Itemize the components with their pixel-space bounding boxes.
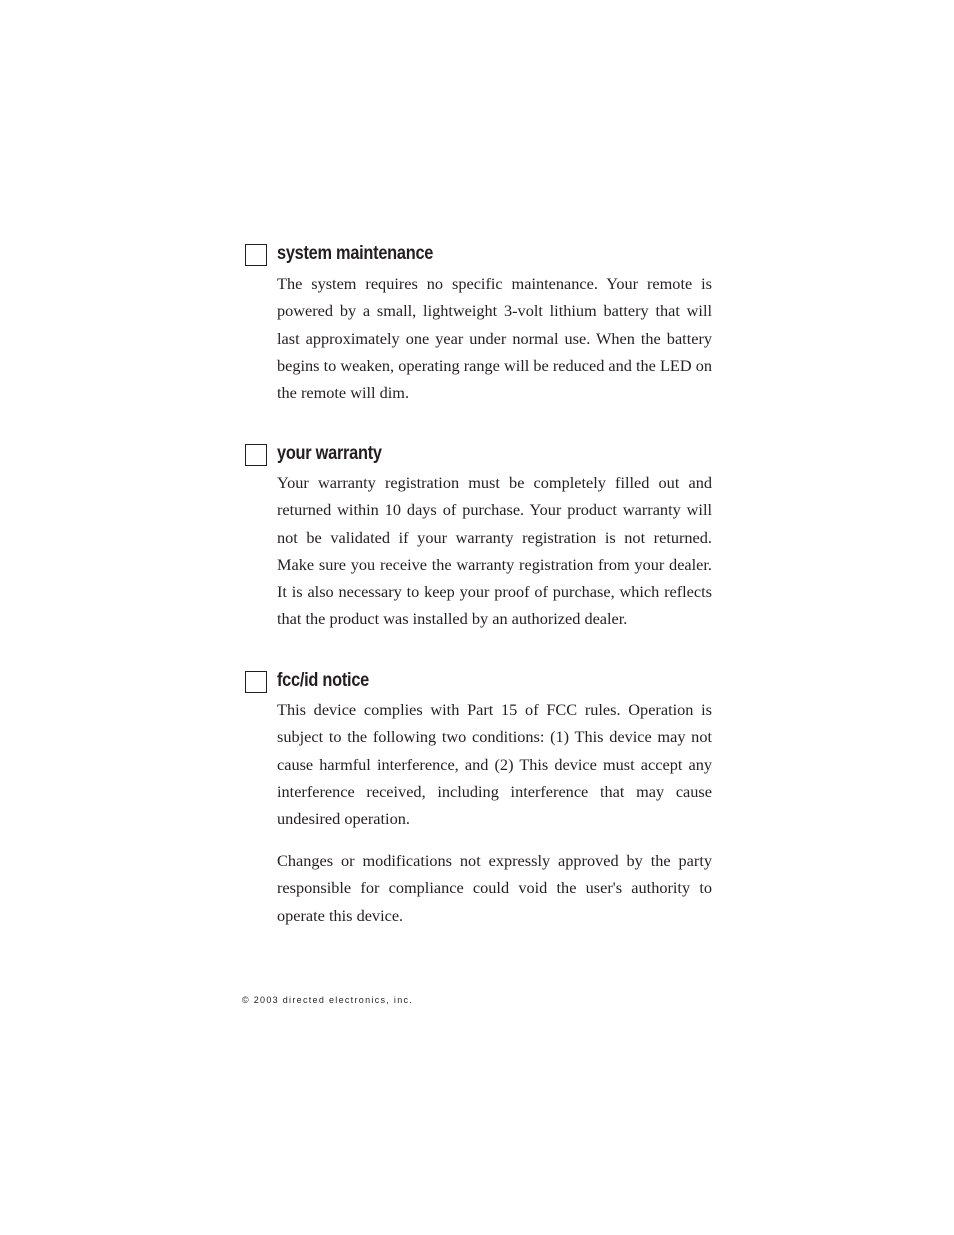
checkbox-fcc-id-notice <box>245 671 267 693</box>
section-heading: system maintenance <box>277 243 434 264</box>
section-paragraph: The system requires no specific maintenance. Your remote is powered by a small, lightweight 3-volt lithium battery that will last approximately one year under normal use. When the battery begins to weaken, operating range will be reduced and the LED on the remote will dim. <box>277 274 712 403</box>
copyright-footer: © 2003 directed electronics, inc. <box>242 995 414 1005</box>
section-paragraph: Your warranty registration must be completely filled out and returned within 10 days of purchase. Your product warranty will not be validated if your warranty registration is not returned. Make sure you receive the warranty registration from your dealer. It is also necessary to keep your proof of purchase, which reflects that the product was installed by an authorized dealer. <box>277 473 712 629</box>
checkbox-your-warranty <box>245 444 267 466</box>
checkbox-system-maintenance <box>245 244 267 266</box>
section-heading: your warranty <box>277 443 382 464</box>
section-paragraph: This device complies with Part 15 of FCC rules. Operation is subject to the following two conditions: (1) This device may not cause harmful interference, and (2) This device must accept any interference received, including interference that may cause undesired operation. <box>277 700 712 829</box>
section-heading: fcc/id notice <box>277 670 369 691</box>
section-paragraph: Changes or modifications not expressly approved by the party responsible for compliance could void the user's authority to operate this device. <box>277 851 712 925</box>
